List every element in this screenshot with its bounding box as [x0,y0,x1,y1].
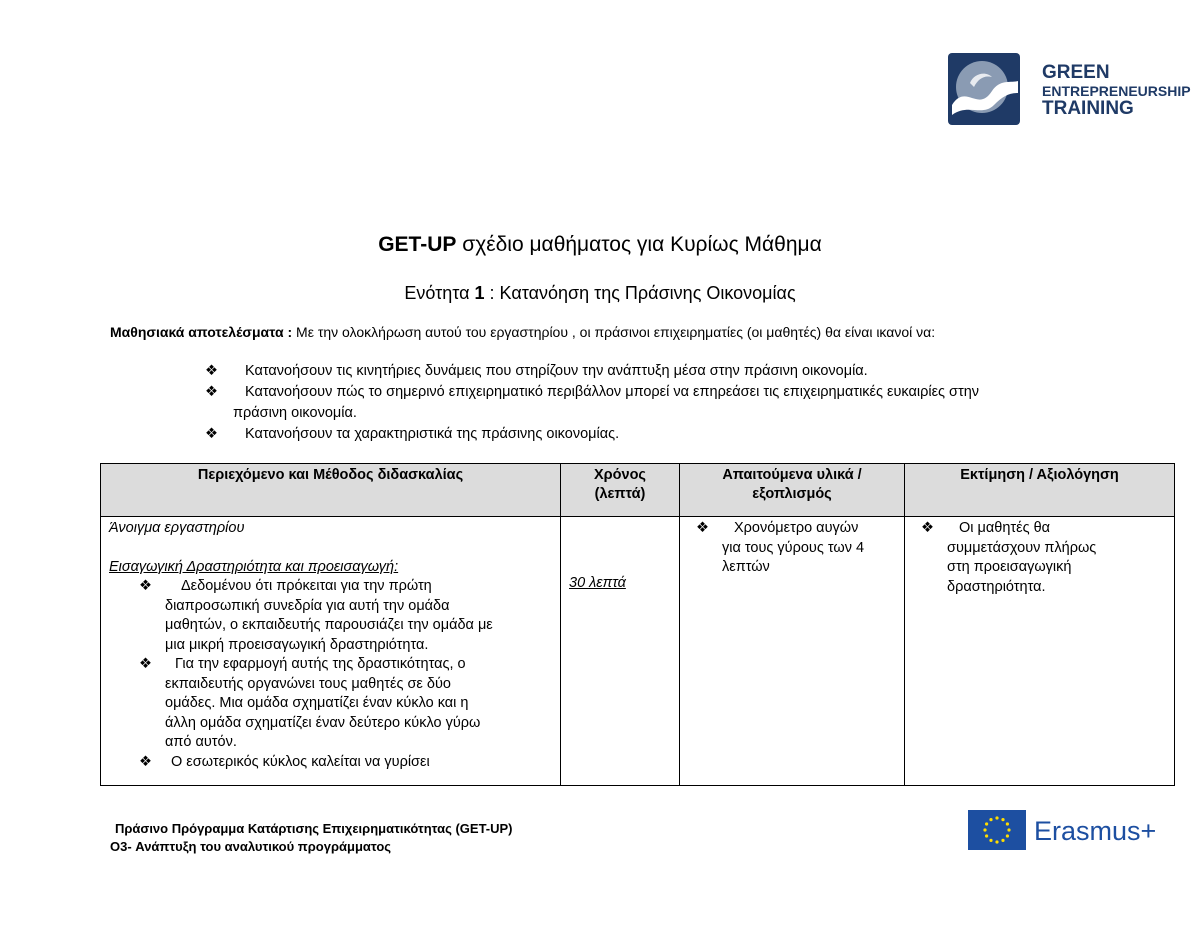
footer-line-output: O3- Ανάπτυξη του αναλυτικού προγράμματος [110,839,392,854]
logo-line-training: TRAINING [1042,98,1134,119]
table-row [101,517,1175,786]
diamond-bullet-icon: ❖ [205,363,218,379]
list-item [205,382,1105,403]
list-item-text: Κατανοήσουν τις κινητήριες δυνάμεις που στηρίζουν την ανάπτυξη μέσα στην πράσινη οικονομία. [245,363,868,379]
outcomes-text: Με την ολοκλήρωση αυτού του εργαστηρίου , οι πράσινοι επιχειρηματίες (οι μαθητές) θα είναι ικανοί να: [292,324,936,340]
item-line: διαπροσωπική συνεδρία για αυτή την ομάδα [165,597,450,614]
diamond-bullet-icon: ❖ [205,384,218,400]
time-value: 30 λεπτά [569,575,626,591]
table-header-row [101,464,1175,517]
header-time-line1: Χρόνος [594,467,646,483]
item-line: άλλη ομάδα σχηματίζει έναν δεύτερο κύκλο γύρω [165,714,481,731]
logo-wordmark [1042,63,1191,118]
diamond-bullet-icon: ❖ [921,520,934,536]
list-item [205,424,1105,445]
header-content: Περιεχόμενο και Μέθοδος διδασκαλίας [101,464,561,517]
item-line: συμμετάσχουν πλήρως [947,539,1097,556]
header-time-line2: (λεπτά) [594,486,646,502]
learning-outcomes [110,324,935,340]
item-line: μαθητών, ο εκπαιδευτής παρουσιάζει την ομάδα με [165,617,493,633]
list-item [109,753,552,773]
cell-materials [680,517,905,786]
header-materials-line1: Απαιτούμενα υλικά / [722,467,862,483]
opening-label: Άνοιγμα εργαστηρίου [109,520,245,536]
item-line: λεπτών [722,559,770,575]
list-item [205,361,1105,382]
intro-heading: Εισαγωγική Δραστηριότητα και προεισαγωγή: [109,558,399,575]
diamond-bullet-icon: ❖ [205,426,218,442]
diamond-bullet-icon: ❖ [696,520,709,536]
header-materials [680,464,905,517]
list-item [109,655,552,753]
header-materials-line2: εξοπλισμός [752,486,832,502]
cell-content [101,517,561,786]
lesson-plan-table [100,463,1175,786]
item-line: Για την εφαρμογή αυτής της δραστικότητας, ο [175,656,466,672]
list-item-text: Κατανοήσουν τα χαρακτηριστικά της πράσινης οικονομίας. [245,426,620,442]
subtitle-rest: : Κατανόηση της Πράσινης Οικονομίας [484,283,796,303]
header-time [561,464,680,517]
page-footer [110,820,513,856]
outcomes-label: Μαθησιακά αποτελέσματα : [110,324,293,340]
document-title [0,233,1200,257]
item-line: για τους γύρους των 4 [722,539,865,556]
cell-assessment [905,517,1175,786]
subtitle-pre: Ενότητα [404,283,475,303]
title-bold: GET-UP [378,233,457,256]
list-item-text: Κατανοήσουν πώς το σημερινό επιχειρηματικό περιβάλλον μπορεί να επηρεάσει τις επιχειρηματικές ευκαιρίες στην [245,384,980,400]
item-line: Οι μαθητές θα [959,520,1051,536]
item-line: Χρονόμετρο αυγών [734,520,859,536]
eu-flag-icon [968,810,1026,850]
item-line: στη προεισαγωγική [947,559,1072,575]
erasmus-logo [968,808,1163,850]
list-item-text: πράσινη οικονομία. [233,405,357,421]
item-line: μια μικρή προεισαγωγική δραστηριότητα. [165,636,429,653]
document-subtitle [0,283,1200,304]
item-line: Ο εσωτερικός κύκλος καλείται να γυρίσει [171,753,430,770]
item-line: εκπαιδευτής οργανώνει τους μαθητές σε δύο [165,675,451,692]
logo-line-green: GREEN [1042,62,1110,83]
subtitle-num: 1 [474,283,485,303]
outcomes-list [205,361,1105,445]
green-entrepreneurship-logo [948,53,1191,125]
item-line: Δεδομένου ότι πρόκειται για την πρώτη [181,578,432,594]
erasmus-wordmark: Erasmus+ [1034,816,1157,846]
list-item-continuation [205,403,1105,424]
cell-time [561,517,680,786]
list-item [688,519,896,578]
item-line: δραστηριότητα. [947,578,1046,595]
list-item [109,577,552,655]
diamond-bullet-icon: ❖ [139,578,152,594]
title-rest: σχέδιο μαθήματος για Κυρίως Μάθημα [456,233,822,256]
item-line: ομάδες. Μια ομάδα σχηματίζει έναν κύκλο και η [165,695,469,711]
footer-line-program: Πράσινο Πρόγραμμα Κατάρτισης Επιχειρηματικότητας (GET-UP) [115,821,513,836]
diamond-bullet-icon: ❖ [139,656,152,672]
logo-line-entrepreneurship: ENTREPRENEURSHIP [1042,83,1191,99]
item-line: από αυτόν. [165,734,237,750]
list-item [913,519,1166,597]
diamond-bullet-icon: ❖ [139,753,152,770]
header-assessment: Εκτίμηση / Αξιολόγηση [905,464,1175,517]
green-entrepreneurship-logo-icon [948,53,1020,125]
